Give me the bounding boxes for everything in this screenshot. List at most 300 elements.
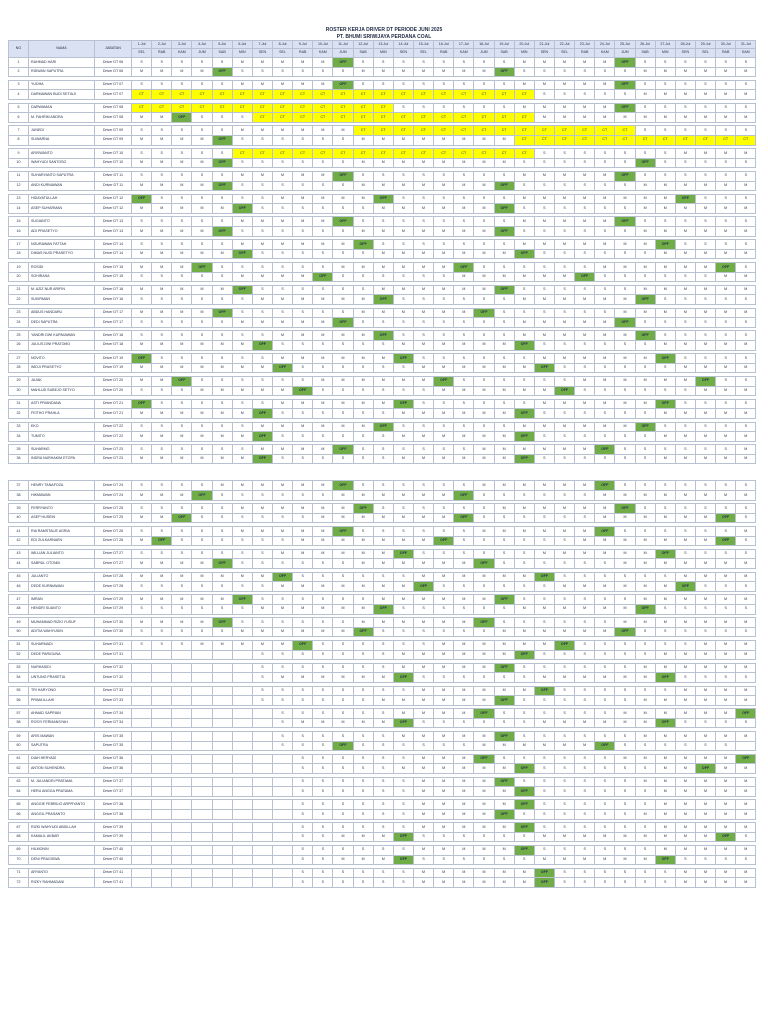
shift-cell: S <box>172 272 192 282</box>
shift-cell: M <box>132 454 152 464</box>
shift-cell: M <box>534 504 554 514</box>
shift-cell: OFF <box>655 673 675 683</box>
shift-cell: M <box>152 285 172 295</box>
shift-cell: S <box>595 845 615 855</box>
shift-cell: M <box>434 491 454 501</box>
shift-cell: S <box>635 171 655 181</box>
shift-cell: M <box>534 718 554 728</box>
shift-cell: S <box>212 318 232 328</box>
shift-cell: S <box>232 135 252 145</box>
shift-cell: S <box>252 158 272 168</box>
shift-cell: M <box>695 67 715 77</box>
shift-cell: S <box>434 80 454 90</box>
shift-cell: OFF <box>534 868 554 878</box>
shift-cell: S <box>514 754 534 764</box>
shift-cell: M <box>736 454 756 464</box>
shift-cell: S <box>373 764 393 774</box>
shift-cell: S <box>212 354 232 364</box>
shift-cell: M <box>716 868 736 878</box>
shift-cell: M <box>474 845 494 855</box>
shift-cell: S <box>494 308 514 318</box>
shift-cell: S <box>514 582 534 592</box>
shift-cell: S <box>595 158 615 168</box>
shift-cell: S <box>192 149 212 159</box>
shift-cell: S <box>635 741 655 751</box>
shift-cell: CT <box>675 135 695 145</box>
shift-cell <box>232 696 252 706</box>
driver-name: DEDE PARIGUNA <box>29 650 95 660</box>
day-header: MIN <box>514 49 534 58</box>
shift-cell: S <box>192 604 212 614</box>
shift-cell <box>172 732 192 742</box>
shift-cell <box>212 754 232 764</box>
shift-cell <box>192 764 212 774</box>
shift-cell: M <box>454 777 474 787</box>
shift-cell <box>152 732 172 742</box>
shift-cell: M <box>192 308 212 318</box>
shift-cell: M <box>152 113 172 123</box>
driver-row <box>9 194 756 204</box>
shift-cell: M <box>615 604 635 614</box>
shift-cell: S <box>655 171 675 181</box>
shift-cell: S <box>373 572 393 582</box>
shift-cell: S <box>212 627 232 637</box>
shift-cell: S <box>494 513 514 523</box>
shift-cell: S <box>595 709 615 719</box>
shift-cell: CT <box>595 135 615 145</box>
shift-cell: S <box>615 696 635 706</box>
row-number: 30 <box>9 386 29 396</box>
shift-cell: M <box>272 604 292 614</box>
shift-cell: S <box>212 58 232 68</box>
shift-cell: S <box>272 513 292 523</box>
shift-cell: M <box>716 777 736 787</box>
driver-name: EKO <box>29 422 95 432</box>
shift-cell: S <box>293 663 313 673</box>
shift-cell: S <box>152 217 172 227</box>
shift-cell: M <box>413 340 433 350</box>
shift-cell: M <box>494 845 514 855</box>
driver-position: Driver DT 39 <box>95 823 132 833</box>
shift-cell: S <box>655 126 675 136</box>
shift-cell <box>252 868 272 878</box>
shift-cell: M <box>313 376 333 386</box>
driver-name: HIKMAWAN <box>29 491 95 501</box>
shift-cell: OFF <box>514 432 534 442</box>
shift-cell: M <box>736 340 756 350</box>
shift-cell <box>232 709 252 719</box>
shift-cell: M <box>393 732 413 742</box>
shift-cell: S <box>353 878 373 888</box>
shift-cell <box>132 673 152 683</box>
shift-cell: S <box>474 263 494 273</box>
shift-cell: S <box>434 331 454 341</box>
shift-cell: S <box>716 217 736 227</box>
row-number: 28 <box>9 363 29 373</box>
shift-cell: S <box>675 318 695 328</box>
driver-name: DEDE KURNIAWAN <box>29 582 95 592</box>
shift-cell: S <box>293 308 313 318</box>
shift-cell: S <box>474 217 494 227</box>
shift-cell: S <box>353 754 373 764</box>
shift-cell: M <box>393 454 413 464</box>
shift-cell: CT <box>413 90 433 100</box>
shift-cell: S <box>373 272 393 282</box>
shift-cell: S <box>272 559 292 569</box>
shift-cell: S <box>514 513 534 523</box>
shift-cell: M <box>333 673 353 683</box>
shift-cell: S <box>413 171 433 181</box>
shift-cell: M <box>293 58 313 68</box>
shift-cell: S <box>615 787 635 797</box>
shift-cell: M <box>373 354 393 364</box>
driver-name: JAJAK <box>29 376 95 386</box>
row-number: 20 <box>9 272 29 282</box>
shift-cell: M <box>595 832 615 842</box>
shift-cell: M <box>695 340 715 350</box>
shift-cell: M <box>293 126 313 136</box>
shift-cell: S <box>192 504 212 514</box>
shift-cell: S <box>252 135 272 145</box>
shift-cell: OFF <box>534 363 554 373</box>
shift-cell: S <box>615 204 635 214</box>
shift-cell: S <box>132 627 152 637</box>
shift-cell: M <box>293 527 313 537</box>
shift-cell: M <box>474 823 494 833</box>
driver-position: Driver DT 32 <box>95 663 132 673</box>
shift-cell: M <box>514 868 534 878</box>
shift-cell <box>272 754 292 764</box>
shift-cell: S <box>474 171 494 181</box>
shift-cell: S <box>554 454 574 464</box>
shift-cell: CT <box>353 103 373 113</box>
shift-cell: S <box>736 171 756 181</box>
shift-cell: OFF <box>494 67 514 77</box>
shift-cell: OFF <box>393 855 413 865</box>
date-header: 23-Jul <box>575 41 595 49</box>
shift-cell: S <box>655 217 675 227</box>
shift-cell: S <box>393 363 413 373</box>
shift-cell: M <box>675 787 695 797</box>
shift-cell: S <box>534 90 554 100</box>
shift-cell: M <box>655 181 675 191</box>
shift-cell: M <box>192 135 212 145</box>
shift-cell: S <box>272 135 292 145</box>
shift-cell: S <box>393 445 413 455</box>
date-header: 8-Jul <box>272 41 292 49</box>
shift-cell: OFF <box>172 513 192 523</box>
driver-position: Driver DT 10 <box>95 158 132 168</box>
driver-position: Driver DT 30 <box>95 627 132 637</box>
shift-cell: M <box>212 572 232 582</box>
shift-cell: S <box>313 696 333 706</box>
shift-cell: S <box>655 527 675 537</box>
shift-cell: CT <box>413 126 433 136</box>
shift-cell: S <box>736 536 756 546</box>
shift-cell: M <box>413 513 433 523</box>
shift-cell: M <box>272 527 292 537</box>
shift-cell: S <box>272 732 292 742</box>
shift-cell: S <box>655 686 675 696</box>
driver-name: ARIS MAWAN <box>29 732 95 742</box>
shift-cell <box>252 754 272 764</box>
shift-cell <box>232 764 252 774</box>
shift-cell: CT <box>494 126 514 136</box>
shift-cell: S <box>695 194 715 204</box>
shift-cell: OFF <box>716 513 736 523</box>
shift-cell: M <box>272 627 292 637</box>
shift-cell: S <box>635 318 655 328</box>
shift-cell: M <box>293 536 313 546</box>
driver-name: ASEP SUHARMAN <box>29 204 95 214</box>
shift-cell <box>192 810 212 820</box>
shift-cell: M <box>192 181 212 191</box>
row-number: 11 <box>9 171 29 181</box>
shift-cell: S <box>615 158 635 168</box>
driver-position: Driver DT 09 <box>95 135 132 145</box>
shift-cell: OFF <box>494 696 514 706</box>
shift-cell: M <box>575 354 595 364</box>
shift-cell: S <box>615 823 635 833</box>
shift-cell: S <box>554 878 574 888</box>
shift-cell: M <box>353 673 373 683</box>
shift-cell: M <box>152 135 172 145</box>
shift-cell: S <box>313 158 333 168</box>
shift-cell: S <box>252 696 272 706</box>
shift-cell: CT <box>534 126 554 136</box>
shift-cell: M <box>534 604 554 614</box>
shift-cell: OFF <box>655 354 675 364</box>
shift-cell: M <box>172 340 192 350</box>
shift-cell: M <box>454 686 474 696</box>
shift-cell: M <box>534 855 554 865</box>
shift-cell: S <box>413 331 433 341</box>
shift-cell: S <box>494 376 514 386</box>
shift-cell: M <box>675 696 695 706</box>
shift-cell: M <box>534 331 554 341</box>
shift-cell: OFF <box>514 650 534 660</box>
shift-cell: M <box>393 432 413 442</box>
driver-name: ASEP HUSEIN <box>29 513 95 523</box>
shift-cell: M <box>716 204 736 214</box>
shift-cell: M <box>716 709 736 719</box>
shift-cell: S <box>534 491 554 501</box>
shift-cell: M <box>655 113 675 123</box>
shift-cell: M <box>252 572 272 582</box>
shift-cell: S <box>474 80 494 90</box>
shift-cell: M <box>313 718 333 728</box>
shift-cell: M <box>293 171 313 181</box>
shift-cell: S <box>373 171 393 181</box>
shift-cell: S <box>333 67 353 77</box>
shift-cell: CT <box>313 90 333 100</box>
driver-row <box>9 90 756 100</box>
shift-cell: S <box>353 363 373 373</box>
shift-cell <box>132 800 152 810</box>
date-header: 22-Jul <box>554 41 574 49</box>
shift-cell: M <box>575 527 595 537</box>
driver-row <box>9 741 756 751</box>
shift-cell <box>152 709 172 719</box>
shift-cell: S <box>534 582 554 592</box>
shift-cell: M <box>635 559 655 569</box>
driver-row <box>9 422 756 432</box>
shift-cell: M <box>635 754 655 764</box>
shift-cell: M <box>474 285 494 295</box>
driver-name: RIZKY RAHMADANI <box>29 878 95 888</box>
shift-cell: OFF <box>454 513 474 523</box>
driver-row <box>9 513 756 523</box>
shift-cell: M <box>655 513 675 523</box>
day-header: SAB <box>494 49 514 58</box>
shift-cell: M <box>252 318 272 328</box>
shift-cell: S <box>212 295 232 305</box>
shift-cell: M <box>675 686 695 696</box>
shift-cell: M <box>434 618 454 628</box>
driver-position: Driver DT 35 <box>95 741 132 751</box>
shift-cell: S <box>232 399 252 409</box>
shift-cell: OFF <box>514 800 534 810</box>
shift-cell: S <box>252 618 272 628</box>
shift-cell: OFF <box>172 376 192 386</box>
day-header: MIN <box>373 49 393 58</box>
shift-cell: S <box>333 409 353 419</box>
shift-cell: OFF <box>635 422 655 432</box>
shift-cell: M <box>293 295 313 305</box>
shift-cell: CT <box>534 135 554 145</box>
shift-cell <box>212 741 232 751</box>
shift-cell <box>212 810 232 820</box>
shift-cell: S <box>293 777 313 787</box>
shift-cell: S <box>534 823 554 833</box>
shift-cell: S <box>192 399 212 409</box>
shift-cell: S <box>373 386 393 396</box>
shift-cell: S <box>212 527 232 537</box>
driver-row <box>9 363 756 373</box>
shift-cell: M <box>434 800 454 810</box>
shift-cell: OFF <box>534 572 554 582</box>
shift-cell: S <box>695 103 715 113</box>
shift-cell: M <box>474 787 494 797</box>
shift-cell: M <box>212 363 232 373</box>
shift-cell: M <box>615 376 635 386</box>
shift-cell: M <box>615 709 635 719</box>
shift-cell: S <box>232 113 252 123</box>
shift-cell: M <box>393 263 413 273</box>
shift-cell: OFF <box>393 399 413 409</box>
shift-cell: S <box>393 777 413 787</box>
shift-cell: M <box>695 686 715 696</box>
shift-cell: M <box>434 249 454 259</box>
shift-cell: OFF <box>212 227 232 237</box>
shift-cell: M <box>635 240 655 250</box>
driver-row <box>9 696 756 706</box>
shift-cell: M <box>635 204 655 214</box>
shift-cell: M <box>434 409 454 419</box>
shift-cell <box>232 845 252 855</box>
shift-cell: S <box>675 627 695 637</box>
shift-cell: M <box>615 559 635 569</box>
shift-cell: S <box>534 454 554 464</box>
shift-cell: CT <box>434 90 454 100</box>
day-header: JUM <box>333 49 353 58</box>
shift-cell: M <box>212 595 232 605</box>
shift-cell: S <box>353 696 373 706</box>
shift-cell: M <box>333 240 353 250</box>
shift-cell: M <box>434 285 454 295</box>
shift-cell <box>212 673 232 683</box>
shift-cell: S <box>474 718 494 728</box>
shift-cell: M <box>736 640 756 650</box>
shift-cell: M <box>212 249 232 259</box>
shift-cell: S <box>575 640 595 650</box>
row-number: 52 <box>9 650 29 660</box>
shift-cell: S <box>736 126 756 136</box>
date-header: 24-Jul <box>595 41 615 49</box>
shift-cell: M <box>232 318 252 328</box>
shift-cell: S <box>615 227 635 237</box>
shift-cell: S <box>635 149 655 159</box>
shift-cell: S <box>272 650 292 660</box>
shift-cell <box>272 800 292 810</box>
shift-cell: S <box>534 285 554 295</box>
shift-cell: M <box>313 318 333 328</box>
row-number: 49 <box>9 618 29 628</box>
driver-position: Driver DT 20 <box>95 376 132 386</box>
shift-cell: CT <box>293 149 313 159</box>
shift-cell: S <box>252 491 272 501</box>
shift-cell: S <box>554 572 574 582</box>
shift-cell: S <box>373 878 393 888</box>
shift-cell: M <box>413 787 433 797</box>
shift-cell: M <box>695 204 715 214</box>
shift-cell <box>232 673 252 683</box>
shift-cell: M <box>454 340 474 350</box>
shift-cell: S <box>192 318 212 328</box>
driver-position: Driver DT 37 <box>95 777 132 787</box>
shift-cell: M <box>252 481 272 491</box>
row-number: 24 <box>9 318 29 328</box>
shift-cell: M <box>675 754 695 764</box>
shift-cell: S <box>736 399 756 409</box>
shift-cell: CT <box>232 149 252 159</box>
driver-name: DENI PRAGISWA <box>29 855 95 865</box>
shift-cell: S <box>212 536 232 546</box>
shift-cell: S <box>736 295 756 305</box>
shift-cell: M <box>534 673 554 683</box>
shift-cell: S <box>655 80 675 90</box>
shift-cell: S <box>434 481 454 491</box>
shift-cell: M <box>615 422 635 432</box>
shift-cell: M <box>695 777 715 787</box>
shift-cell: S <box>333 732 353 742</box>
shift-cell: S <box>655 504 675 514</box>
date-header: 29-Jul <box>695 41 715 49</box>
shift-cell: M <box>514 572 534 582</box>
shift-cell: S <box>293 764 313 774</box>
shift-cell: M <box>413 845 433 855</box>
shift-cell: M <box>353 194 373 204</box>
shift-cell: M <box>514 272 534 282</box>
shift-cell: M <box>575 549 595 559</box>
shift-cell: M <box>454 823 474 833</box>
shift-cell: OFF <box>514 409 534 419</box>
shift-cell: S <box>675 171 695 181</box>
row-number: 62 <box>9 764 29 774</box>
shift-cell: OFF <box>716 832 736 842</box>
shift-cell: M <box>353 491 373 501</box>
shift-cell: S <box>353 340 373 350</box>
